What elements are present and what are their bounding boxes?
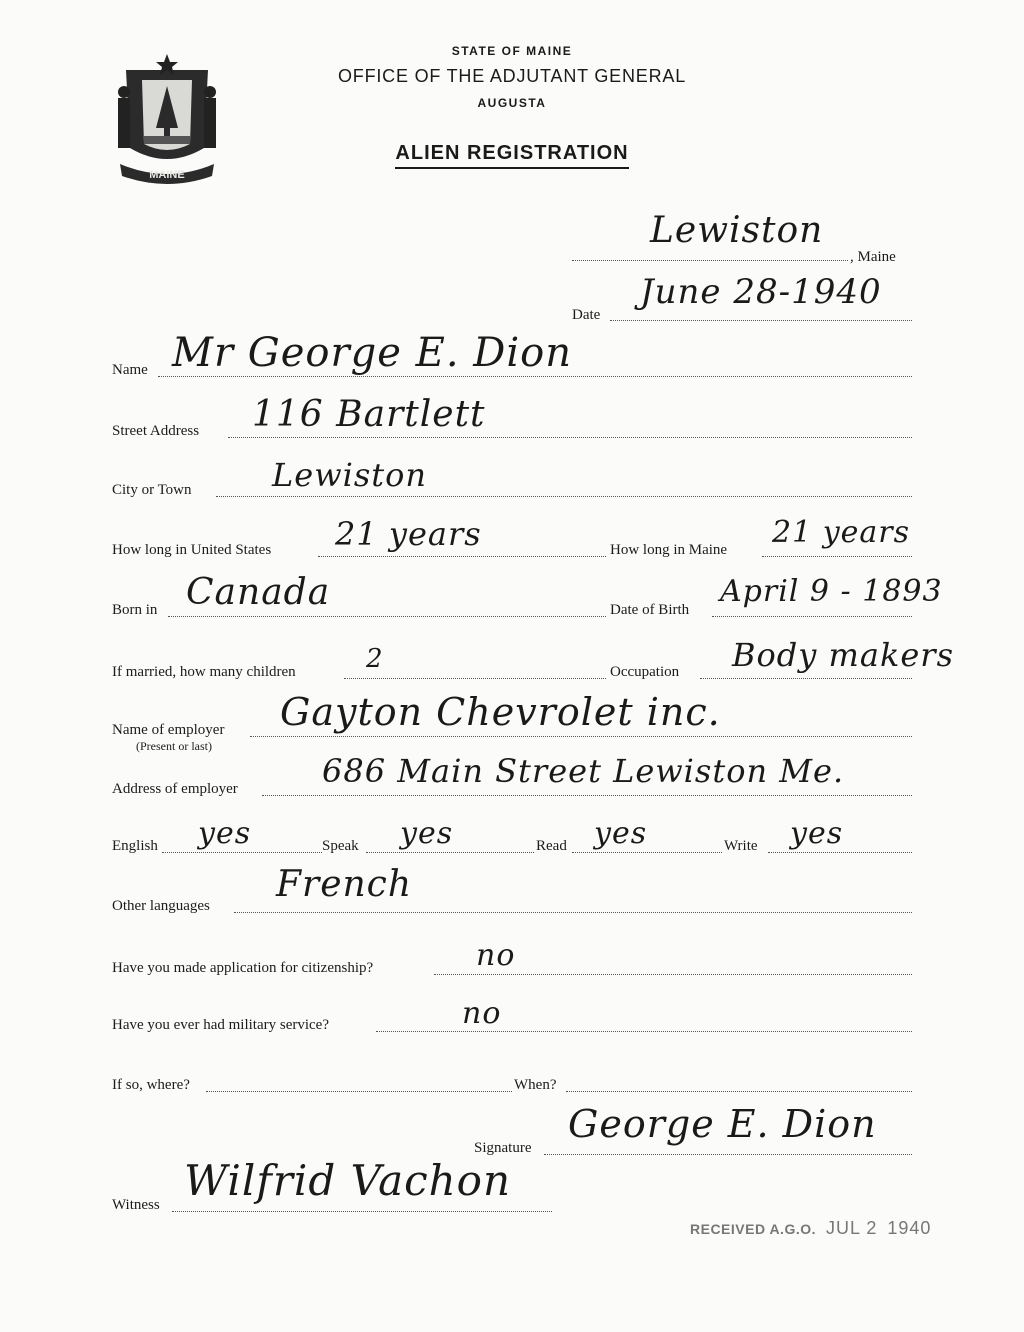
english-value: yes: [198, 816, 252, 851]
witness-label: Witness: [112, 1197, 160, 1213]
seal-banner-text: MAINE: [149, 169, 185, 181]
received-stamp-date: JUL 2: [826, 1218, 878, 1238]
if-so-where-label: If so, where?: [112, 1077, 190, 1093]
other-languages-value: French: [276, 864, 413, 905]
employer-name-sublabel: (Present or last): [136, 739, 212, 753]
form-title-text: ALIEN REGISTRATION: [395, 142, 628, 169]
how-long-maine-label: How long in Maine: [610, 542, 728, 558]
header-office: OFFICE OF THE ADJUTANT GENERAL: [337, 66, 687, 86]
born-in-value: Canada: [186, 572, 331, 613]
employer-address-line: [262, 795, 912, 796]
street-address-line: [228, 437, 912, 438]
married-children-label: If married, how many children: [112, 664, 296, 680]
form-title: [0, 142, 1024, 165]
witness-line: [172, 1211, 552, 1212]
occupation-label: Occupation: [610, 664, 680, 680]
english-line: [162, 852, 322, 853]
employer-address-value: 686 Main Street Lewiston Me.: [322, 752, 845, 790]
occupation-value: Body makers: [732, 636, 954, 674]
how-long-maine-value: 21 years: [772, 515, 911, 550]
employer-name-label: Name of employer: [112, 722, 225, 738]
speak-value: yes: [400, 816, 454, 851]
name-line: [158, 376, 912, 377]
employer-name-value: Gayton Chevrolet inc.: [280, 690, 721, 734]
born-in-line: [168, 616, 606, 617]
speak-line: [366, 852, 534, 853]
other-languages-label: Other languages: [112, 898, 210, 914]
signature-value: George E. Dion: [568, 1102, 877, 1146]
how-long-us-line: [318, 556, 606, 557]
received-stamp-year: 1940: [887, 1218, 932, 1238]
military-value: no: [462, 996, 502, 1031]
write-value: yes: [790, 816, 844, 851]
street-address-value: 116 Bartlett: [252, 394, 486, 435]
occupation-line: [700, 678, 912, 679]
read-line: [572, 852, 722, 853]
other-languages-line: [234, 912, 912, 913]
header-city: AUGUSTA: [477, 96, 547, 110]
received-stamp: [690, 1218, 931, 1239]
signature-line: [544, 1154, 912, 1155]
citizenship-line: [434, 974, 912, 975]
how-long-maine-line: [762, 556, 912, 557]
read-value: yes: [594, 816, 648, 851]
english-label: English: [112, 838, 158, 854]
date-of-birth-label: Date of Birth: [610, 602, 690, 618]
header-state: STATE OF MAINE: [451, 44, 573, 58]
date-label: Date: [572, 307, 601, 323]
born-in-label: Born in: [112, 602, 158, 618]
employer-name-line: [250, 736, 912, 737]
place-line: [572, 260, 848, 261]
date-line: [610, 320, 912, 321]
date-of-birth-line: [712, 616, 912, 617]
signature-label: Signature: [474, 1140, 532, 1156]
speak-label: Speak: [322, 838, 359, 854]
city-town-line: [216, 496, 912, 497]
read-label: Read: [536, 838, 567, 854]
received-stamp-text: RECEIVED A.G.O.: [690, 1221, 817, 1237]
military-line: [376, 1031, 912, 1032]
street-address-label: Street Address: [112, 423, 200, 439]
citizenship-value: no: [476, 938, 516, 973]
how-long-us-label: How long in United States: [112, 542, 272, 558]
employer-address-label: Address of employer: [112, 781, 238, 797]
citizenship-label: Have you made application for citizenship?: [112, 960, 374, 976]
witness-value: Wilfrid Vachon: [184, 1156, 512, 1205]
maine-label: , Maine: [850, 249, 896, 265]
if-so-where-line: [206, 1091, 512, 1092]
date-value: June 28-1940: [640, 272, 882, 312]
children-value: 2: [366, 644, 384, 674]
write-label: Write: [724, 838, 758, 854]
name-value: Mr George E. Dion: [172, 330, 572, 376]
married-children-line: [344, 678, 606, 679]
military-label: Have you ever had military service?: [112, 1017, 329, 1033]
name-label: Name: [112, 362, 148, 378]
date-of-birth-value: April 9 - 1893: [720, 574, 943, 609]
when-line: [566, 1091, 912, 1092]
city-town-label: City or Town: [112, 482, 192, 498]
place-value: Lewiston: [650, 210, 824, 251]
when-label: When?: [514, 1077, 557, 1093]
how-long-us-value: 21 years: [335, 515, 482, 553]
city-town-value: Lewiston: [272, 456, 427, 494]
write-line: [768, 852, 912, 853]
